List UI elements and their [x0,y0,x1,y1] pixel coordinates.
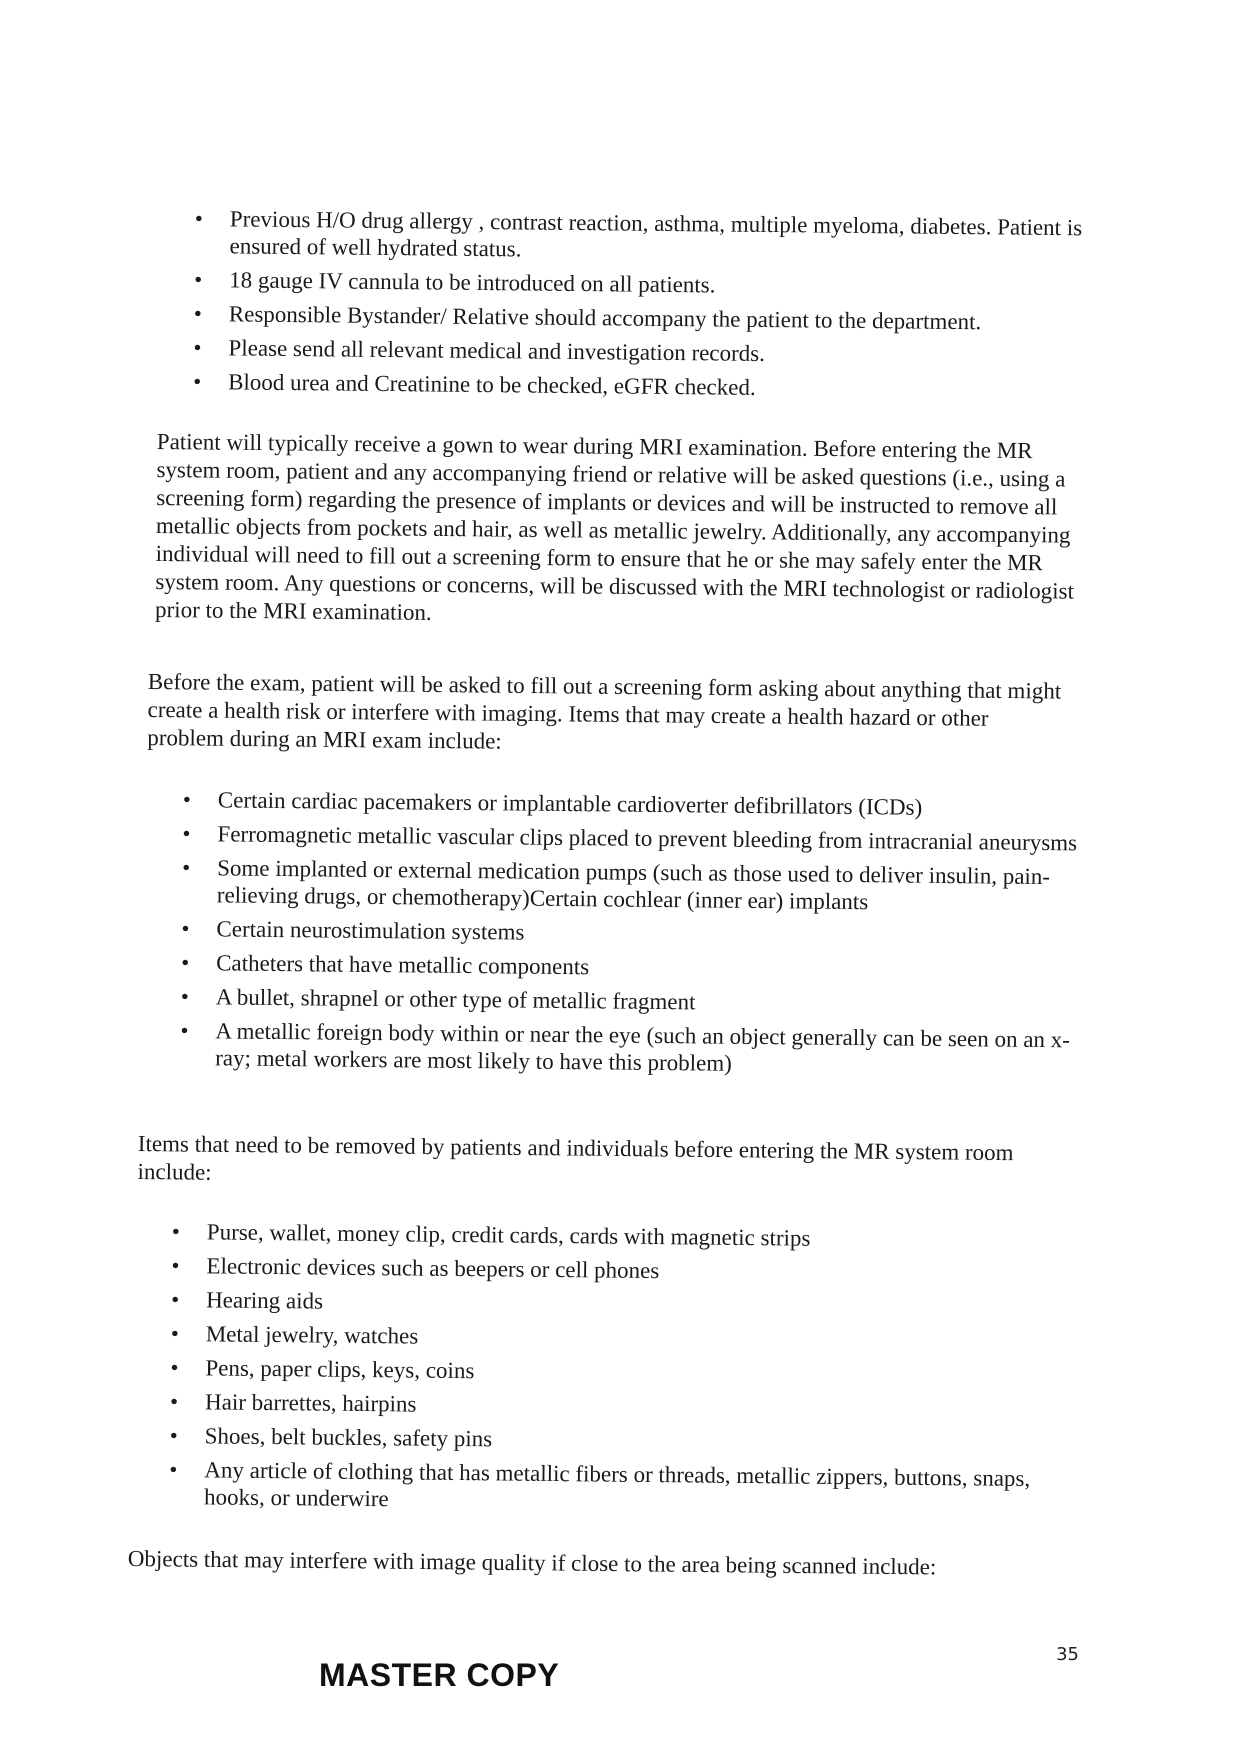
health-hazard-list [180,786,1083,1087]
list-item: • Pens, paper clips, keys, coins [170,1354,1080,1391]
gown-screening-paragraph: Patient will typically receive a gown to wear during MRI examination. Before entering the MR system room, patient and any accompanying friend or relative will be asked questions (i.e., using a screening form) regarding the presence of implants or devices and will be instructed to remove all metallic objects from pockets and hair, as well as metallic jewelry. Additionally, any accompanying individual will need to fill out a screening form to ensure that he or she may safely enter the MR system room. Any questions or concerns, will be discussed with the MRI technologist or radiologist prior to the MRI examination. [154,428,1075,625]
list-item: • Metal jewelry, watches [171,1320,1081,1357]
list-item: • A metallic foreign body within or near the eye (such an object generally can be seen on an x-ray; metal workers are most likely to have this problem) [180,1017,1081,1080]
list-item: • Certain neurostimulation systems [181,915,1081,951]
items-to-remove-list [169,1218,1082,1527]
image-quality-paragraph: Objects that may interfere with image quality if close to the area being scanned include: [127,1546,937,1580]
list-item: • Ferromagnetic metallic vascular clips placed to prevent bleeding from intracranial aneurysms [182,820,1082,856]
list-item: • Any article of clothing that has metallic fibers or threads, metallic zippers, buttons, snaps, hooks, or underwire [169,1456,1080,1520]
list-item: • Hair barrettes, hairpins [170,1388,1080,1425]
list-item: • Blood urea and Creatinine to be checked, eGFR checked. [193,368,1093,404]
list-item: • 18 gauge IV cannula to be introduced on all patients. [194,266,1094,302]
page-number: 35 [1056,1644,1079,1665]
preparation-list [193,205,1095,411]
list-item: • Shoes, belt buckles, safety pins [170,1422,1080,1459]
master-copy-stamp: MASTER COPY [319,1657,560,1693]
list-item: • Hearing aids [171,1286,1081,1323]
list-item: • Catheters that have metallic components [181,949,1081,985]
list-item: • Electronic devices such as beepers or cell phones [171,1252,1081,1289]
list-item: • Previous H/O drug allergy , contrast reaction, asthma, multiple myeloma, diabetes. Patient is ensured of well hydrated status. [194,205,1095,268]
screening-form-paragraph: Before the exam, patient will be asked to fill out a screening form asking about anything that might create a health risk or interfere with imaging. Items that may create a health hazard or other problem during an MRI exam include: [147,668,1062,754]
list-item: • Some implanted or external medication pumps (such as those used to deliver insulin, pain-relieving drugs, or chemotherapy)Certain cochlear (inner ear) implants [182,854,1083,917]
list-item: • Please send all relevant medical and investigation records. [193,334,1093,370]
list-item: • Responsible Bystander/ Relative should accompany the patient to the department. [194,300,1094,336]
list-item: • Purse, wallet, money clip, credit cards, cards with magnetic strips [172,1218,1082,1255]
items-to-remove-paragraph: Items that need to be removed by patients and individuals before entering the MR system room include: [137,1131,1014,1185]
list-item: • Certain cardiac pacemakers or implantable cardioverter defibrillators (ICDs) [183,786,1083,822]
list-item: • A bullet, shrapnel or other type of metallic fragment [181,983,1081,1019]
